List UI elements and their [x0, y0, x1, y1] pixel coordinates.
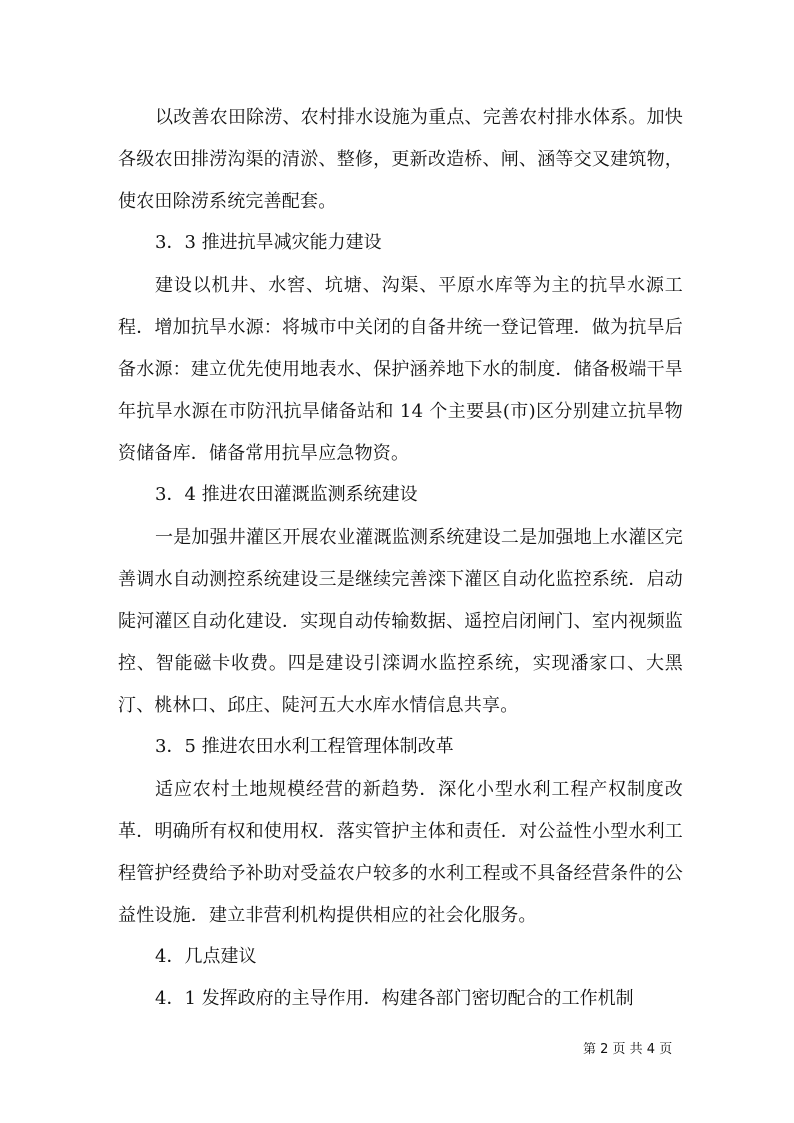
paragraph-management-reform: 适应农村土地规模经营的新趋势．深化小型水利工程产权制度改革．明确所有权和使用权．落实管护主体和责任．对公益性小型水利工程管护经费给予补助对受益农户较多的水利工程或不具备经营条件的公益性设施．建立非营利机构提供相应的社会化服务。 — [118, 779, 683, 926]
paragraph-drainage: 以改善农田除涝、农村排水设施为重点、完善农村排水体系。加快各级农田排涝沟渠的清淤、整修，更新改造桥、闸、涵等交叉建筑物，使农田除涝系统完善配套。 — [118, 107, 683, 212]
heading-4: 4．几点建议 — [155, 946, 257, 967]
page-number-footer: 第 2 页 共 4 页 — [583, 1042, 673, 1057]
paragraph-irrigation-monitoring: 一是加强井灌区开展农业灌溉监测系统建设二是加强地上水灌区完善调水自动测控系统建设三是继续完善滦下灌区自动化监控系统．启动陡河灌区自动化建设．实现自动传输数据、遥控启闭闸门、室内视频监控、智能磁卡收费。四是建设引滦调水监控系统，实现潘家口、大黑汀、桃林口、邱庄、陡河五大水库水情信息共享。 — [118, 527, 683, 716]
heading-3-5: 3．5 推进农田水利工程管理体制改革 — [155, 736, 454, 757]
heading-4-1: 4．1 发挥政府的主导作用．构建各部门密切配合的工作机制 — [155, 988, 634, 1009]
heading-3-4: 3．4 推进农田灌溉监测系统建设 — [155, 484, 418, 505]
heading-3-3: 3．3 推进抗旱减灾能力建设 — [155, 232, 382, 253]
paragraph-drought-resistance: 建设以机井、水窖、坑塘、沟渠、平原水库等为主的抗旱水源工程．增加抗旱水源：将城市中关闭的自备井统一登记管理．做为抗旱后备水源：建立优先使用地表水、保护涵养地下水的制度．储备极端干旱年抗旱水源在市防汛抗旱储备站和 14 个主要县(市)区分别建立抗旱物资储备库．储备常用抗旱应急物资。 — [118, 275, 683, 464]
